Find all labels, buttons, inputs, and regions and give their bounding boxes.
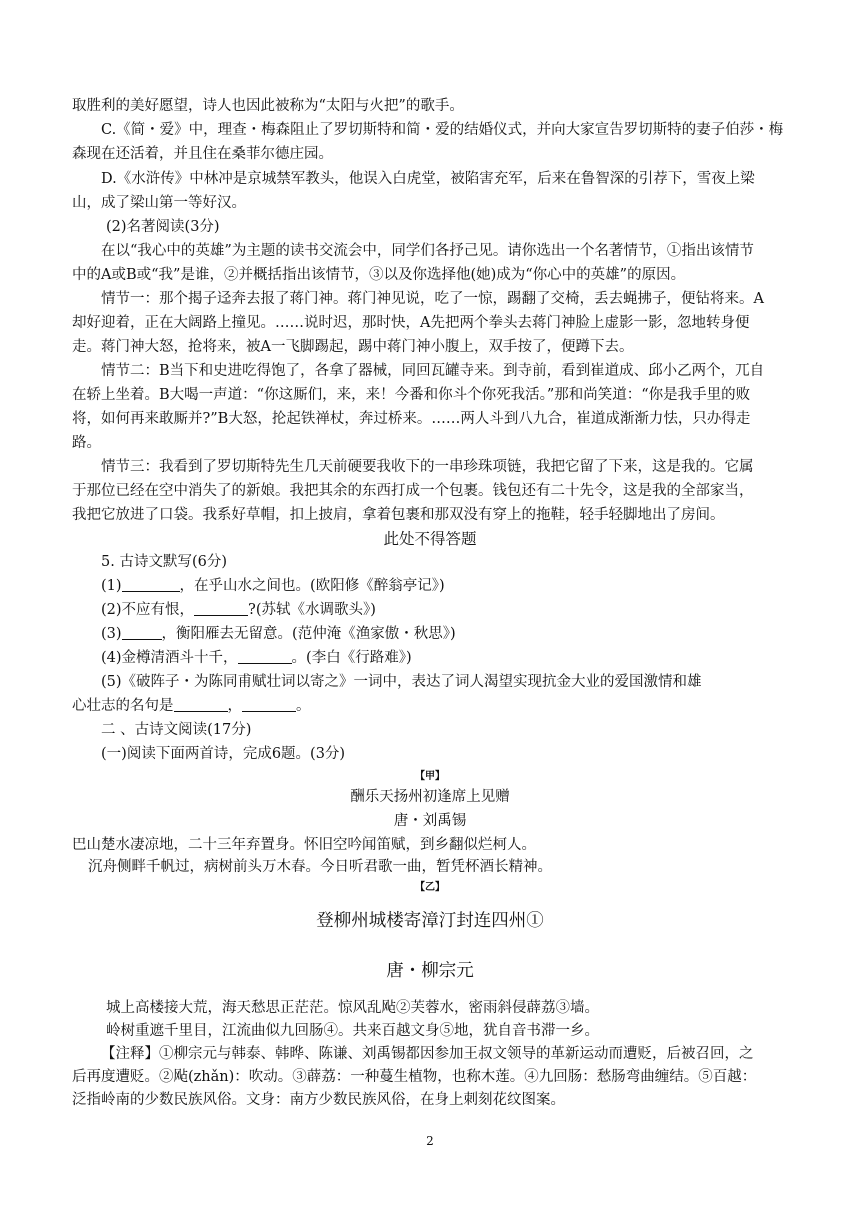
poem-author: 唐・柳宗元 — [386, 961, 474, 981]
poem-label-yi: 【乙】 — [415, 882, 445, 893]
answer-blank[interactable] — [238, 648, 292, 664]
section-heading: 二 、古诗文阅读(17分) — [101, 722, 252, 738]
poem-title: 登柳州城楼寄漳汀封连四州① — [316, 911, 544, 931]
text-line: 山，成了梁山第一等好汉。 — [72, 195, 246, 211]
poem-line: 城上高楼接大荒，海天愁思正茫茫。惊风乱飐②芙蓉水，密雨斜侵薜荔③墙。 — [106, 1000, 599, 1016]
text-line: 森现在还活着，并且住在桑菲尔德庄园。 — [72, 146, 333, 162]
no-answer-notice: 此处不得答题 — [383, 530, 477, 548]
poem-title: 酬乐天扬州初逢席上见赠 — [350, 789, 510, 805]
text-line: 我把它放进了口袋。我系好草帽，扣上披肩，拿着包裹和那双没有穿上的拖鞋，轻手轻脚地出了房间。 — [72, 507, 725, 523]
option-c: C.《简・爱》中，理查・梅森阻止了罗切斯特和简・爱的结婚仪式，并向大家宣告罗切斯特的妻子伯莎・梅 — [101, 122, 784, 138]
fill-in-2: (2)不应有恨， ?(苏轼《水调歌头》) — [101, 602, 376, 618]
text-line: 在以“我心中的英雄”为主题的读书交流会中，同学们各抒己见。请你选出一个名著情节，①指出该情节 — [101, 243, 754, 259]
question-heading: (一)阅读下面两首诗，完成6题。(3分) — [101, 746, 346, 762]
poem-line: 沉舟侧畔千帆过，病树前头万木春。今日听君歌一曲，暂凭杯酒长精神。 — [88, 859, 552, 875]
fill-in-3: (3) ，衡阳雁去无留意。(范仲淹《渔家傲・秋思》) — [101, 626, 456, 642]
poem-line: 巴山楚水凄凉地，二十三年弃置身。怀旧空吟闻笛赋，到乡翻似烂柯人。 — [72, 837, 536, 853]
text-line: 取胜利的美好愿望，诗人也因此被称为“太阳与火把”的歌手。 — [72, 98, 464, 114]
page-number: 2 — [426, 1134, 434, 1148]
text-line: 却好迎着，正在大阔路上撞见。……说时迟，那时快，A先把两个拳头去蒋门神脸上虚影一影，忽地转身便 — [72, 315, 750, 331]
annotation: 后再度遭贬。②飐(zhǎn)：吹动。③薜荔：一种蔓生植物，也称木莲。④九回肠：愁肠弯曲缠结。⑤百越： — [72, 1069, 757, 1085]
answer-blank[interactable] — [174, 696, 228, 712]
text-line: 将，如何再来敢厮并?”B大怒，抡起铁禅杖，奔过桥来。……两人斗到八九合，崔道成渐渐力怯，只办得走 — [72, 411, 751, 427]
plot-three: 情节三：我看到了罗切斯特先生几天前硬要我收下的一串珍珠项链，我把它留了下来，这是我的。它属 — [101, 459, 754, 475]
text-line: 路。 — [72, 435, 101, 451]
text-line: 于那位已经在空中消失了的新娘。我把其余的东西打成一个包裹。钱包还有二十先令，这是我的全部家当， — [72, 483, 754, 499]
answer-blank[interactable] — [242, 696, 296, 712]
poem-author: 唐・刘禹锡 — [393, 813, 467, 829]
question-heading: (2)名著阅读(3分) — [106, 219, 220, 235]
fill-in-4: (4)金樽清酒斗十千， 。(李白《行路难》) — [101, 650, 412, 666]
poem-line: 岭树重遮千里目，江流曲似九回肠④。共来百越文身⑤地，犹自音书滞一乡。 — [106, 1023, 599, 1039]
answer-blank[interactable] — [122, 624, 162, 640]
text-line: 在轿上坐着。B大喝一声道：“你这厮们，来，来！今番和你斗个你死我活。”那和尚笑道：“你是我手里的败 — [72, 387, 751, 403]
answer-blank[interactable] — [194, 600, 248, 616]
option-d: D.《水浒传》中林冲是京城禁军教头，他误入白虎堂，被陷害充军，后来在鲁智深的引荐下，雪夜上梁 — [101, 171, 755, 187]
annotation: 【注释】①柳宗元与韩泰、韩晔、陈谦、刘禹锡都因参加王叔文领导的革新运动而遭贬，后被召回，之 — [101, 1046, 754, 1062]
question-heading: 5. 古诗文默写(6分) — [101, 554, 227, 570]
text-line: 走。蒋门神大怒，抢将来，被A一飞脚踢起，踢中蒋门神小腹上，双手按了，便蹲下去。 — [72, 339, 634, 355]
annotation: 泛指岭南的少数民族风俗。文身：南方少数民族风俗，在身上刺刻花纹图案。 — [72, 1092, 565, 1108]
fill-in-1: (1) ，在乎山水之间也。(欧阳修《醉翁亭记》) — [101, 578, 445, 594]
poem-label-jia: 【甲】 — [415, 771, 445, 782]
plot-two: 情节二：B当下和史进吃得饱了，各拿了器械，同回瓦罐寺来。到寺前，看到崔道成、邱小乙两个，兀自 — [101, 363, 765, 379]
plot-one: 情节一：那个揭子迳奔去报了蒋门神。蒋门神见说，吃了一惊，踢翻了交椅，丢去蝇拂子，便钻将来。A — [101, 291, 764, 307]
fill-in-5-cont: 心壮志的名句是 ， 。 — [72, 698, 311, 714]
text-line: 中的A或B或“我”是谁，②并概括指出该情节，③以及你选择他(她)成为“你心中的英雄”的原因。 — [72, 267, 686, 283]
answer-blank[interactable] — [122, 576, 180, 592]
fill-in-5: (5)《破阵子・为陈同甫赋壮词以寄之》一词中，表达了词人渴望实现抗金大业的爱国激情和雄 — [101, 674, 702, 690]
